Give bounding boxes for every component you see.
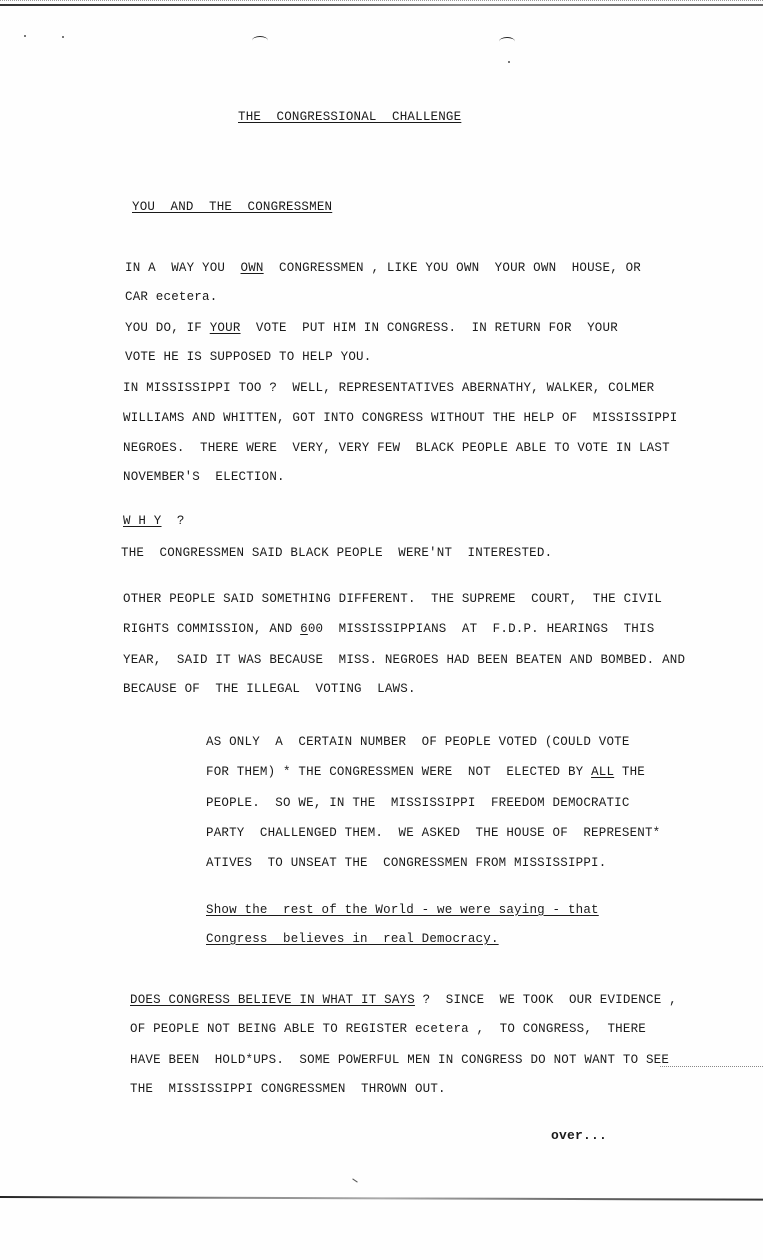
body-line: YEAR, SAID IT WAS BECAUSE MISS. NEGROES HAD BEEN BEATEN AND BOMBED. AND — [123, 653, 686, 667]
quote-line: Show the rest of the World - we were saying - that — [206, 903, 599, 917]
text-run: VOTE PUT HIM IN CONGRESS. IN RETURN FOR YOUR — [240, 321, 618, 335]
scan-speck — [24, 35, 26, 37]
underlined-word: YOUR — [209, 321, 241, 335]
indented-line: PARTY CHALLENGED THEM. WE ASKED THE HOUSE OF REPRESENT* — [206, 826, 661, 840]
body-line — [125, 321, 618, 335]
text-run: IN A WAY YOU — [125, 261, 241, 275]
heading-text: W H Y — [123, 514, 162, 528]
text-run: FOR THEM) * THE CONGRESSMEN WERE NOT ELECTED BY — [206, 765, 592, 779]
indented-line: ATIVES TO UNSEAT THE CONGRESSMEN FROM MISSISSIPPI. — [206, 856, 607, 870]
question-mark: ? — [161, 514, 185, 528]
document-title: THE CONGRESSIONAL CHALLENGE — [238, 110, 462, 124]
body-line: IN MISSISSIPPI TOO ? WELL, REPRESENTATIVES ABERNATHY, WALKER, COLMER — [123, 381, 655, 395]
text-run: 00 MISSISSIPPIANS AT F.D.P. HEARINGS THIS — [307, 622, 655, 636]
scan-top-edge-dots — [0, 0, 763, 2]
quote-line: Congress believes in real Democracy. — [206, 932, 499, 946]
continuation-marker: over... — [551, 1128, 608, 1143]
underlined-word: OWN — [240, 261, 264, 275]
body-line: THE CONGRESSMEN SAID BLACK PEOPLE WERE'NT INTERESTED. — [121, 546, 553, 560]
text-run: YOU DO, IF — [125, 321, 210, 335]
body-line: CAR ecetera. — [125, 290, 218, 304]
body-line: VOTE HE IS SUPPOSED TO HELP YOU. — [125, 350, 372, 364]
trailing-dotted-line — [660, 1066, 763, 1067]
body-line: OF PEOPLE NOT BEING ABLE TO REGISTER ecetera , TO CONGRESS, THERE — [130, 1022, 646, 1036]
staple-mark-left — [252, 36, 268, 45]
body-line — [123, 622, 654, 636]
body-line: OTHER PEOPLE SAID SOMETHING DIFFERENT. THE SUPREME COURT, THE CIVIL — [123, 592, 663, 606]
staple-mark-right — [499, 37, 515, 46]
body-line: THE MISSISSIPPI CONGRESSMEN THROWN OUT. — [130, 1082, 446, 1096]
body-line: NOVEMBER'S ELECTION. — [123, 470, 285, 484]
scan-top-edge — [0, 4, 763, 6]
underlined-question: DOES CONGRESS BELIEVE IN WHAT IT SAYS — [130, 993, 415, 1007]
section-heading-why — [123, 514, 185, 528]
indented-line — [206, 765, 645, 779]
scan-speck — [352, 1178, 357, 1182]
indented-line: PEOPLE. SO WE, IN THE MISSISSIPPI FREEDOM DEMOCRATIC — [206, 796, 630, 810]
body-line: HAVE BEEN HOLD*UPS. SOME POWERFUL MEN IN CONGRESS DO NOT WANT TO SEE — [130, 1053, 670, 1067]
body-line: BECAUSE OF THE ILLEGAL VOTING LAWS. — [123, 682, 416, 696]
section-heading-you-and-congressmen: YOU AND THE CONGRESSMEN — [132, 200, 333, 214]
indented-line: AS ONLY A CERTAIN NUMBER OF PEOPLE VOTED (COULD VOTE — [206, 735, 630, 749]
scan-speck — [508, 61, 510, 63]
body-line — [125, 261, 641, 275]
scan-bottom-edge — [0, 1196, 763, 1201]
text-run: THE — [614, 765, 645, 779]
body-line — [130, 993, 677, 1007]
body-line: WILLIAMS AND WHITTEN, GOT INTO CONGRESS WITHOUT THE HELP OF MISSISSIPPI — [123, 411, 678, 425]
text-run: ? SINCE WE TOOK OUR EVIDENCE , — [414, 993, 677, 1007]
underlined-word: ALL — [591, 765, 615, 779]
text-run: CONGRESSMEN , LIKE YOU OWN YOUR OWN HOUSE, OR — [263, 261, 642, 275]
underlined-digit: 6 — [300, 622, 308, 636]
body-line: NEGROES. THERE WERE VERY, VERY FEW BLACK PEOPLE ABLE TO VOTE IN LAST — [123, 441, 670, 455]
text-run: RIGHTS COMMISSION, AND — [123, 622, 301, 636]
scan-speck — [62, 36, 64, 38]
